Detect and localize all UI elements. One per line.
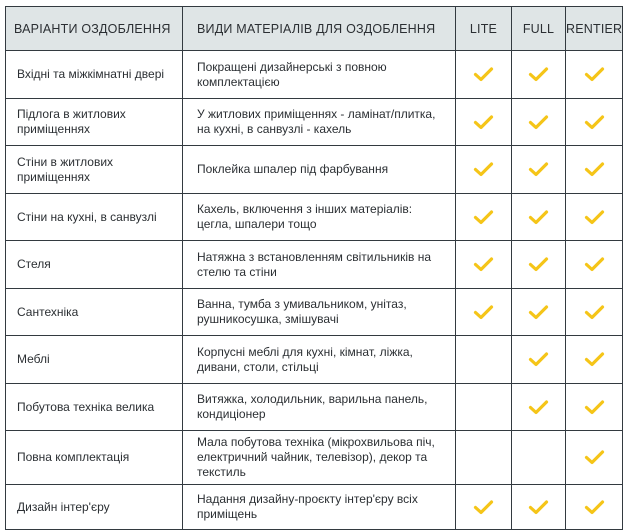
checkmark-icon [584, 256, 605, 273]
rentier-cell [566, 51, 623, 99]
material-cell: Натяжна з встановленням світильників на стелю та стіни [183, 241, 456, 289]
table-row [6, 289, 623, 336]
rentier-cell [566, 194, 623, 241]
checkmark-icon [528, 209, 549, 226]
lite-cell [456, 99, 512, 146]
rentier-cell [566, 241, 623, 289]
checkmark-icon [473, 209, 494, 226]
checkmark-icon [584, 351, 605, 368]
checkmark-icon [528, 114, 549, 131]
material-cell: Надання дизайну-проєкту інтер'єру всіх приміщень [183, 485, 456, 530]
table-row [6, 99, 623, 146]
full-cell [512, 336, 566, 384]
table-row [6, 485, 623, 530]
header-rentier: RENTIER [566, 7, 623, 51]
rentier-cell [566, 384, 623, 431]
checkmark-icon [473, 161, 494, 178]
full-cell [512, 384, 566, 431]
option-cell: Побутова техніка велика [6, 384, 183, 431]
material-cell: Поклейка шпалер під фарбування [183, 146, 456, 194]
full-cell [512, 51, 566, 99]
table-row [6, 431, 623, 485]
checkmark-icon [584, 449, 605, 466]
header-full: FULL [512, 7, 566, 51]
option-cell: Сантехніка [6, 289, 183, 336]
checkmark-icon [528, 304, 549, 321]
lite-cell [456, 431, 512, 485]
full-cell [512, 241, 566, 289]
table-header-row [6, 7, 623, 51]
option-cell: Дизайн інтер'єру [6, 485, 183, 530]
full-cell [512, 194, 566, 241]
checkmark-icon [528, 66, 549, 83]
checkmark-icon [473, 256, 494, 273]
table-row [6, 336, 623, 384]
lite-cell [456, 51, 512, 99]
lite-cell [456, 336, 512, 384]
rentier-cell [566, 485, 623, 530]
material-cell: Корпусні меблі для кухні, кімнат, ліжка, дивани, столи, стільці [183, 336, 456, 384]
rentier-cell [566, 99, 623, 146]
material-cell: Кахель, включення з інших матеріалів: цегла, шпалери тощо [183, 194, 456, 241]
option-cell: Стіни на кухні, в санвузлі [6, 194, 183, 241]
checkmark-icon [528, 256, 549, 273]
table-row [6, 194, 623, 241]
checkmark-icon [473, 499, 494, 516]
rentier-cell [566, 336, 623, 384]
checkmark-icon [528, 161, 549, 178]
checkmark-icon [473, 66, 494, 83]
checkmark-icon [528, 351, 549, 368]
checkmark-icon [584, 161, 605, 178]
option-cell: Стеля [6, 241, 183, 289]
option-cell: Стіни в житлових приміщеннях [6, 146, 183, 194]
table-row [6, 51, 623, 99]
option-cell: Вхідні та міжкімнатні двері [6, 51, 183, 99]
material-cell: Витяжка, холодильник, варильна панель, кондиціонер [183, 384, 456, 431]
finishing-options-table-container [5, 6, 623, 521]
checkmark-icon [584, 114, 605, 131]
checkmark-icon [584, 499, 605, 516]
lite-cell [456, 194, 512, 241]
option-cell: Підлога в житлових приміщеннях [6, 99, 183, 146]
table-row [6, 384, 623, 431]
full-cell [512, 146, 566, 194]
checkmark-icon [473, 114, 494, 131]
material-cell: У житлових приміщеннях - ламінат/плитка, на кухні, в санвузлі - кахель [183, 99, 456, 146]
full-cell [512, 99, 566, 146]
lite-cell [456, 384, 512, 431]
option-cell: Повна комплектація [6, 431, 183, 485]
checkmark-icon [528, 399, 549, 416]
full-cell [512, 289, 566, 336]
lite-cell [456, 289, 512, 336]
rentier-cell [566, 431, 623, 485]
checkmark-icon [584, 399, 605, 416]
full-cell [512, 431, 566, 485]
material-cell: Ванна, тумба з умивальником, унітаз, рушникосушка, змішувачі [183, 289, 456, 336]
header-materials: ВИДИ МАТЕРІАЛІВ ДЛЯ ОЗДОБЛЕННЯ [183, 7, 456, 51]
lite-cell [456, 241, 512, 289]
lite-cell [456, 146, 512, 194]
checkmark-icon [584, 209, 605, 226]
header-options: ВАРІАНТИ ОЗДОБЛЕННЯ [6, 7, 183, 51]
finishing-options-table [5, 6, 623, 530]
lite-cell [456, 485, 512, 530]
header-lite: LITE [456, 7, 512, 51]
rentier-cell [566, 289, 623, 336]
checkmark-icon [528, 499, 549, 516]
checkmark-icon [584, 304, 605, 321]
table-row [6, 241, 623, 289]
rentier-cell [566, 146, 623, 194]
checkmark-icon [584, 66, 605, 83]
checkmark-icon [473, 304, 494, 321]
full-cell [512, 485, 566, 530]
material-cell: Покращені дизайнерські з повною комплектацією [183, 51, 456, 99]
table-row [6, 146, 623, 194]
material-cell: Мала побутова техніка (мікрохвильова піч, електричний чайник, телевізор), декор та текстиль [183, 431, 456, 485]
table-body [6, 51, 623, 530]
option-cell: Меблі [6, 336, 183, 384]
